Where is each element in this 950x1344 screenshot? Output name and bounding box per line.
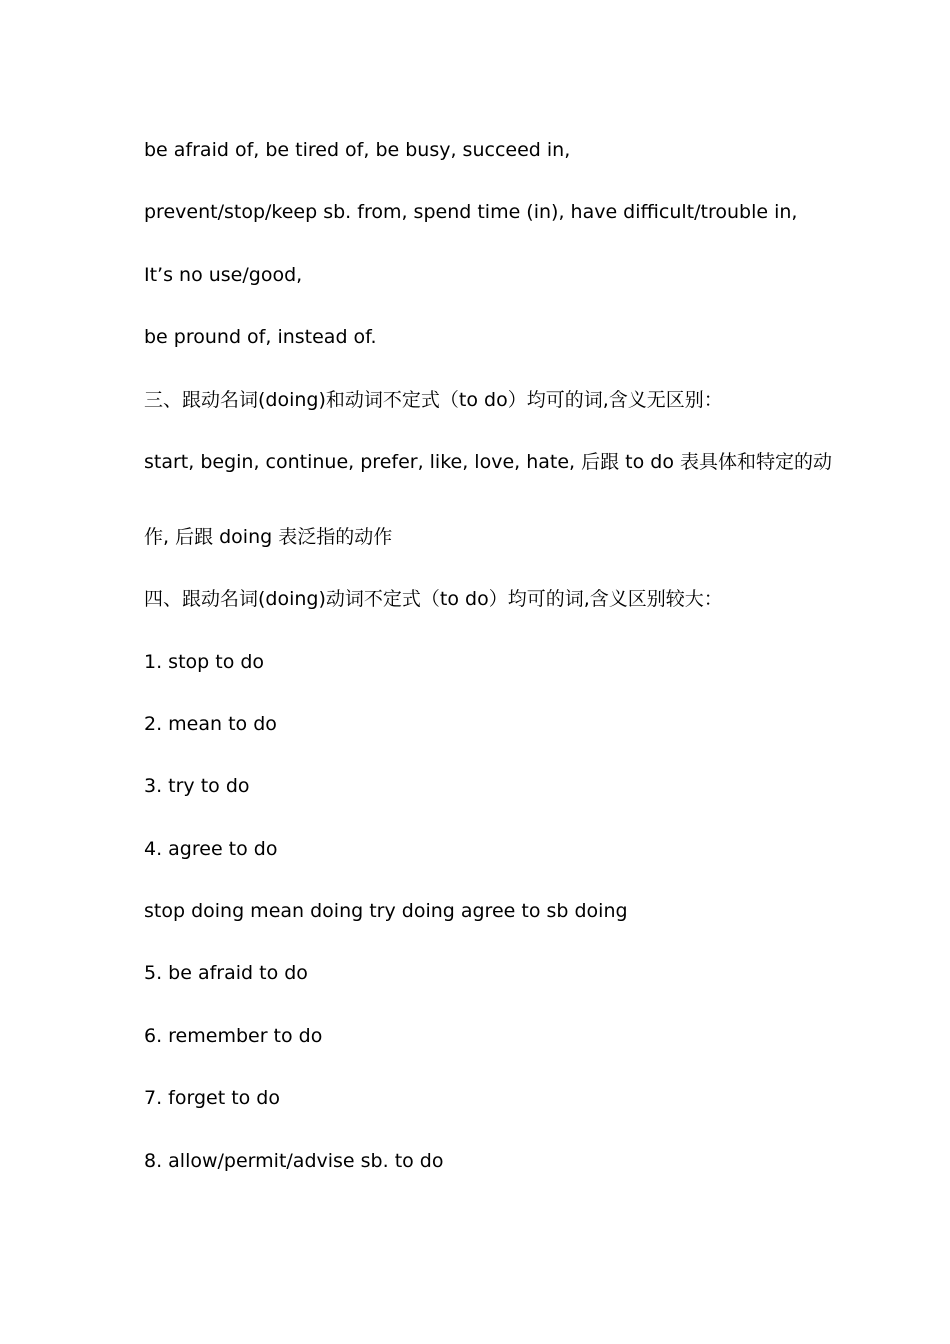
section-heading-four: 四、跟动名词(doing)动词不定式（to do）均可的词,含义区别较大： [144,588,723,610]
text-line: stop doing mean doing try doing agree to sb doing [144,900,628,922]
list-item: 3. try to do [144,775,250,797]
list-item: 4. agree to do [144,838,278,860]
text-line: be afraid of, be tired of, be busy, succeed in, [144,139,571,161]
list-item: 5. be afraid to do [144,962,308,984]
list-item: 1. stop to do [144,651,265,673]
list-item: 7. forget to do [144,1087,280,1109]
list-item: 2. mean to do [144,713,277,735]
list-item: 8. allow/permit/advise sb. to do [144,1150,444,1172]
text-line: prevent/stop/keep sb. from, spend time (in), have difficult/trouble in, [144,201,798,223]
text-line: start, begin, continue, prefer, like, love, hate, 后跟 to do 表具体和特定的动 [144,451,832,473]
text-line: be pround of, instead of. [144,326,377,348]
list-item: 6. remember to do [144,1025,323,1047]
text-line: It’s no use/good, [144,264,303,286]
section-heading-three: 三、跟动名词(doing)和动词不定式（to do）均可的词,含义无区别： [144,389,723,411]
text-line: 作, 后跟 doing 表泛指的动作 [144,526,393,548]
